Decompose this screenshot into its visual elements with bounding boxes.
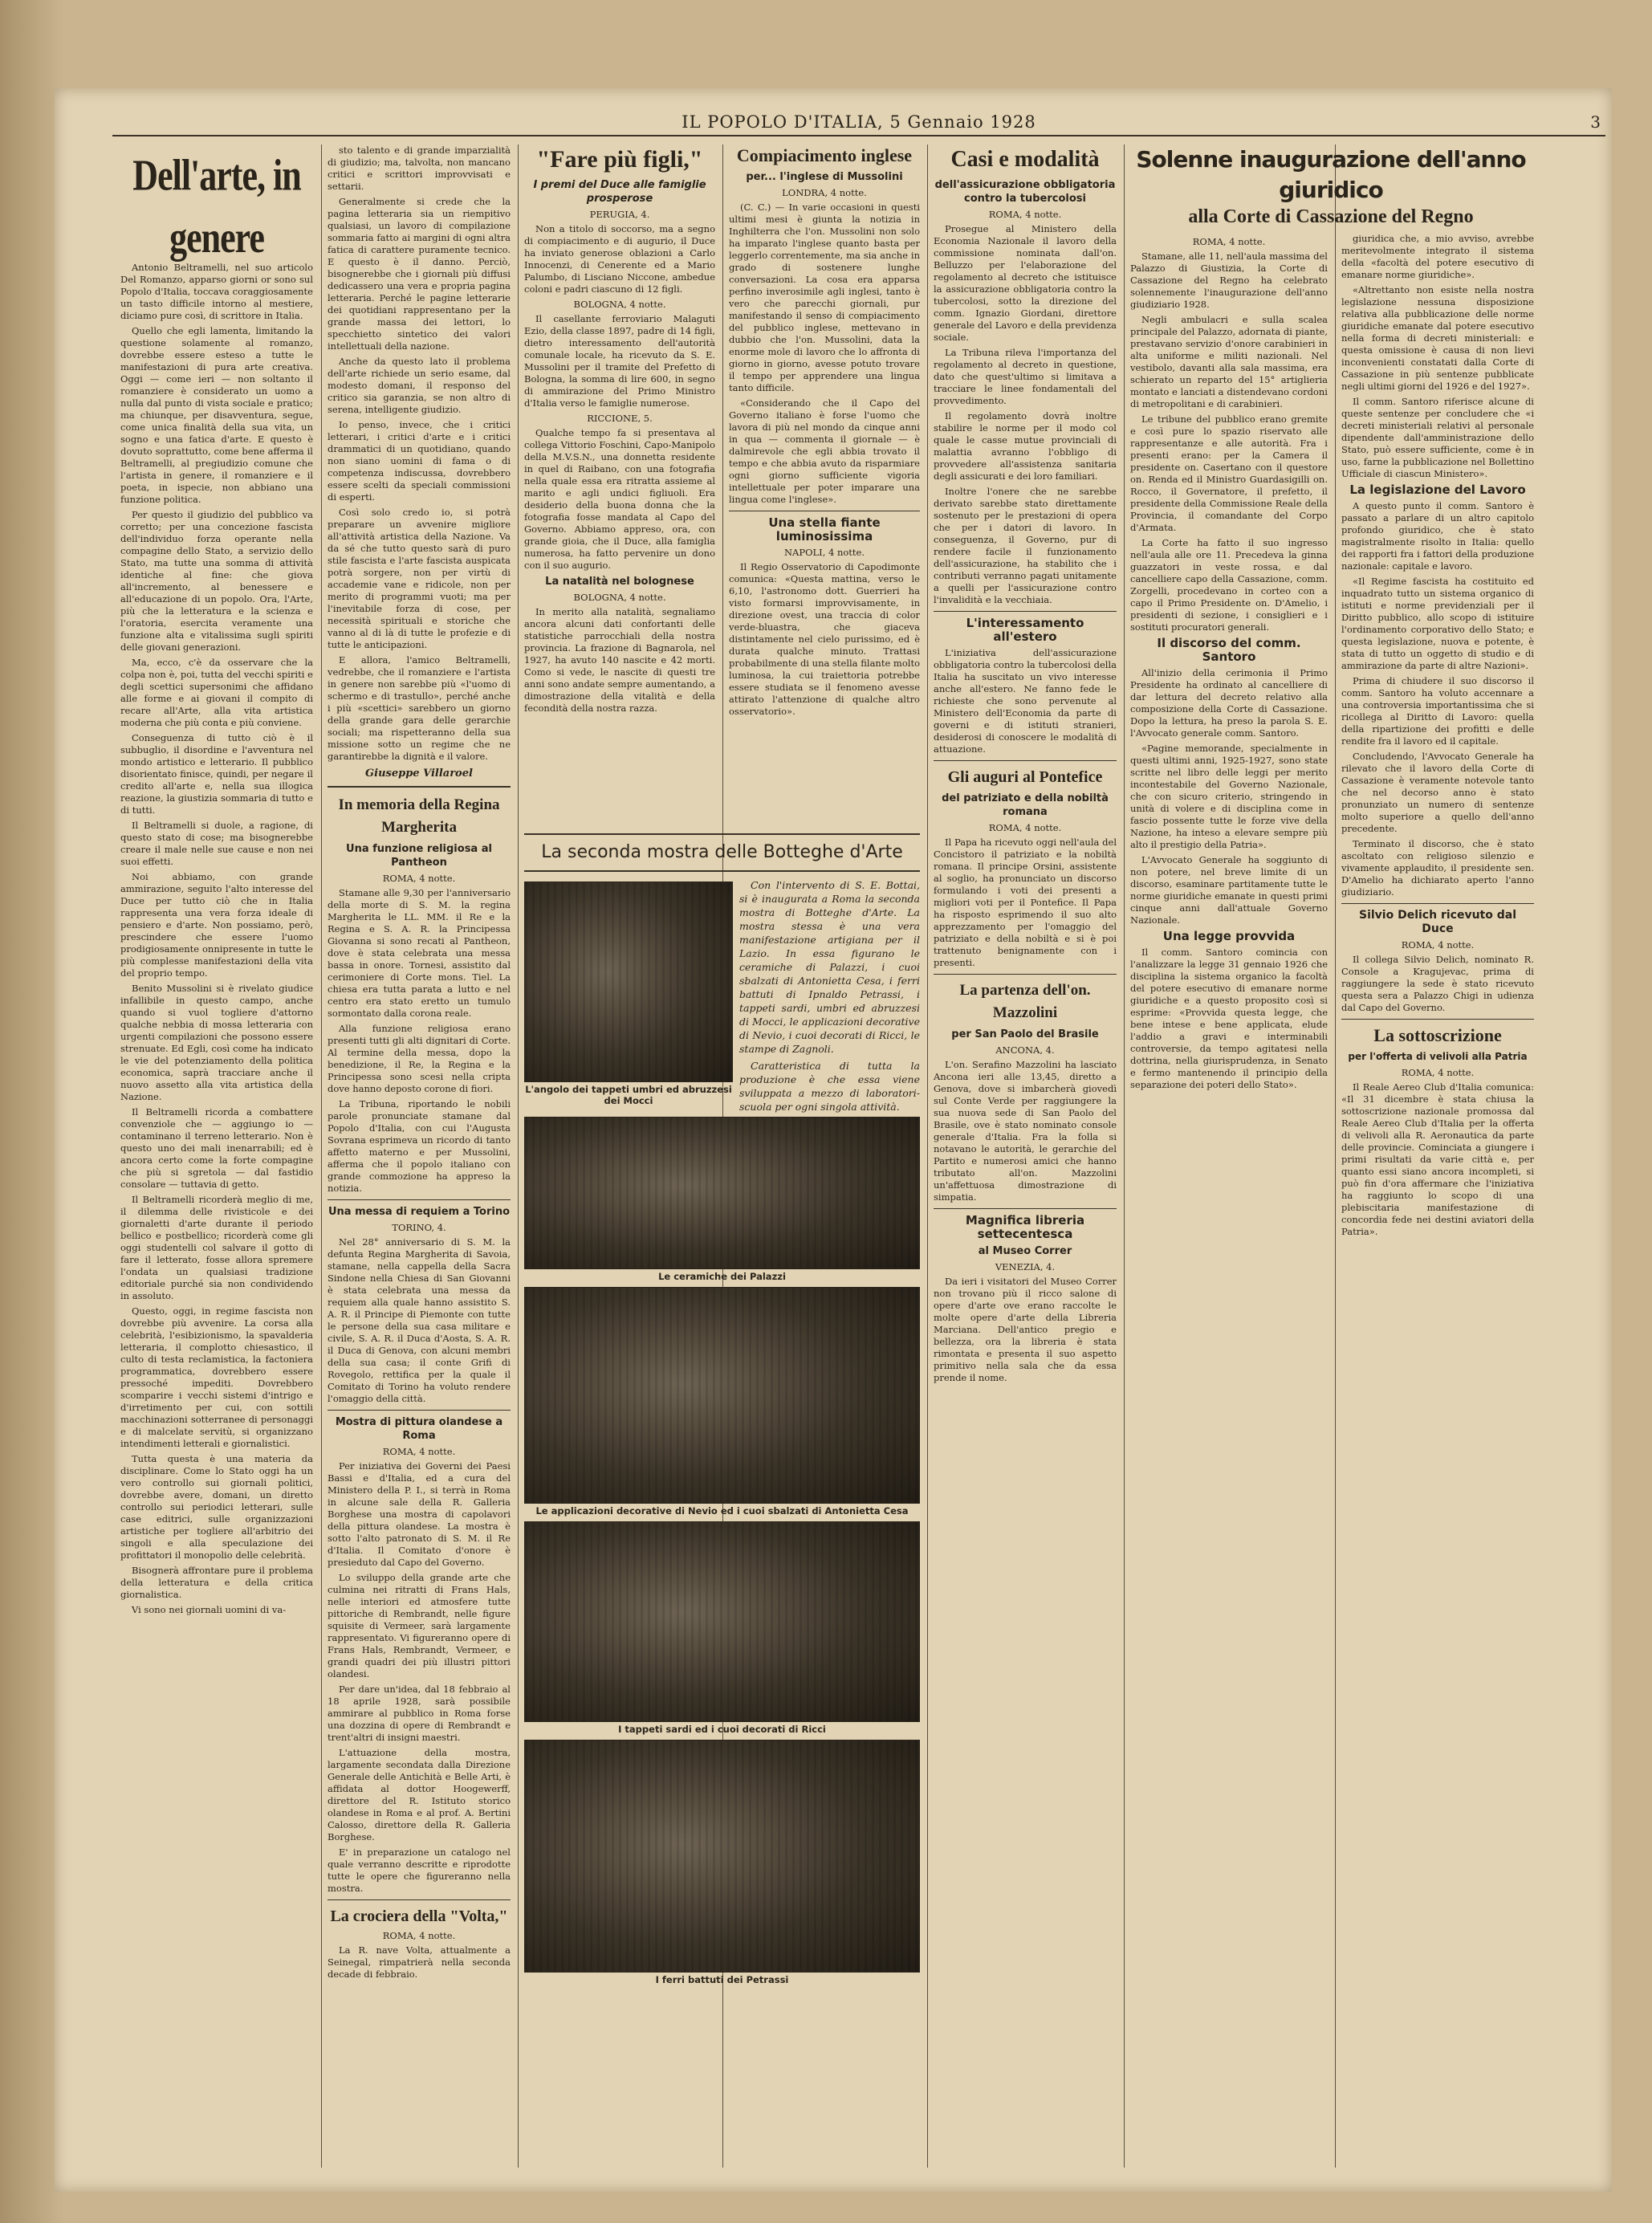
article-paragraph: Non a titolo di soccorso, ma a segno di compiacimento e di augurio, il Duce ha inviato generose oblazioni a Carlo Innocenzi, di Cenerente ed a Mario Palumbo, di Lisciano Niccone, ambedue coloni e padri ciascuno di 12 figli. <box>524 223 715 295</box>
article-paragraph: L'attuazione della mostra, largamente secondata dalla Direzione Generale delle Antichità e Belle Arti, è affidata al dottor Hoogewerff, direttore del R. Istituto storico olandese in Roma e al prof. A. Bertini Calosso, direttore della R. Galleria Borghese. <box>328 1747 511 1842</box>
article-paragraph: Vi sono nei giornali uomini di va- <box>132 1604 287 1615</box>
deck-olandese: Mostra di pittura olandese a Roma <box>335 1416 503 1442</box>
article-body <box>120 262 313 1616</box>
article-body <box>328 1460 511 1895</box>
deck-requiem: Una messa di requiem a Torino <box>328 1206 511 1218</box>
deck-legge-provvida: Una legge provvida <box>1162 929 1296 943</box>
article-paragraph: Quello che egli lamenta, limitando la questione solamente al romanzo, dovrebbe essere esteso a tutte le manifestazioni di pura arte creativa. Oggi — come ieri — non soltanto il romanziere è considerato un uomo a nulla dal punto di vista sociale e pratico; ma chiunque, per disavventura, segue, come unica finalità della sua vita, un sogno e una fatica d'arte. E questo è dovuto soprattutto, come bene afferma il Beltramelli, al pregiudizio comune che l'artista in genere, il romanziere e il poeta, in ispecie, non abbiano una funzione politica. <box>120 325 313 505</box>
deck-delich: Silvio Delich ricevuto dal Duce <box>1359 909 1516 935</box>
article-body <box>328 1236 511 1405</box>
column-compiacimento <box>729 145 920 811</box>
headline-dell-arte: Dell'arte, in genere <box>132 150 301 263</box>
article-body <box>1130 250 1328 633</box>
article-body <box>1341 500 1534 898</box>
article-paragraph: Nel 28° anniversario di S. M. la defunta Regina Margherita di Savoia, stamane, nella cappella della Sacra Sindone nella Chiesa di San Giovanni è stata celebrata una messa da requiem alla quale hanno assistito S. A. R. il Principe di Piemonte con tutte le persone della sua casa militare e civile, S. A. R. il Duca d'Aosta, S. A. R. il Duca di Genova, con alcuni membri della sua casa; il conte Grifi di Rovegolo, rettifica per la quale il Comitato di Torino ha voluto rendere l'omaggio della città. <box>328 1236 511 1404</box>
article-paragraph: (C. C.) — In varie occasioni in questi ultimi mesi è giunta la notizia in Inghilterra che l'on. Mussolini non solo ha imparato l'inglese quanto basta per leggerlo correntemente, ma sia anche in grado di sostenere lunghe conversazioni. La cosa era apparsa perfino inverosimile agli inglesi, tanto è vero che parecchi giornali, pur manifestando il senso di compiacimento del pubblico inglese, mettevano in dubbio che l'on. Mussolini, data la enorme mole di lavoro che lo affronta di giorno in giorno, avesse potuto trovare il tempo per apprendere una lingua tanto difficile. <box>729 202 920 393</box>
deck-correr: al Museo Correr <box>978 1245 1072 1257</box>
article-paragraph: Anche da questo lato il problema dell'arte richiede un serio esame, dal modesto domani, il responso del critico sia garanzia, se non altro di serena, intelligente giudizio. <box>328 356 511 415</box>
photo-ferri-battuti <box>524 1740 920 1973</box>
article-paragraph: Da ieri i visitatori del Museo Correr non trovano più il ricco salone di opere d'arte ove erano raccolte le molte opere d'arte della Libreria Marciana. Dell'antico pregio e bellezza, ora la libreria è stata rimontata e presenta il suo aspetto primitivo nella sala che da essa prende il nome. <box>934 1276 1117 1383</box>
article-paragraph: Così solo credo io, si potrà preparare un avvenire migliore all'attività artistica della Nazione. Va da sé che tutto questo sarà di puro stile fascista e l'arte fascista auspicata potrà sorgere, non per virtù di accademie vane e ridicole, non per merito di programmi vuoti; ma per l'inevitabile forza di cose, per necessità spirituali e storiche che vanno al di là di tutte le profezie e di tutte le anticipazioni. <box>328 507 511 650</box>
dateline: LONDRA, 4 notte. <box>782 187 867 198</box>
article-paragraph: Ma, ecco, c'è da osservare che la colpa non è, poi, tutta del vecchi spiriti e degli scettici supersonimi che affidano alle forme e ai giovani il compito di recare all'Arte, alla vita artistica moderna che più conta e più conviene. <box>120 657 313 728</box>
column-rule <box>518 145 519 2168</box>
article-paragraph: Prosegue al Ministero della Economia Nazionale il lavoro della commissione nominata dall'on. Belluzzo per l'elaborazione del regolamento al decreto che istituisce la assicurazione obbligatoria contro la tubercolosi, sotto la direzione del comm. Ignazio Giordani, direttore generale del Lavoro e della previdenza sociale. <box>934 223 1117 343</box>
headline-sottoscrizione: La sottoscrizione <box>1373 1025 1502 1045</box>
deck-inglese: per... l'inglese di Mussolini <box>746 171 903 183</box>
dateline: ROMA, 4 notte. <box>988 209 1062 220</box>
article-paragraph: Per dare un'idea, dal 18 febbraio al 18 aprile 1928, sarà possibile ammirare al pubblico in Roma forse una dozzina di opere di Rembrandt e trent'altri di insigni maestri. <box>328 1684 511 1743</box>
page-number: 3 <box>1590 112 1601 132</box>
article-body <box>328 1944 511 1981</box>
feature-botteghe-arte <box>524 827 920 2184</box>
page-header <box>112 112 1605 136</box>
dateline: ROMA, 4 notte. <box>1401 939 1475 951</box>
deck-santoro: Il discorso del comm. Santoro <box>1157 636 1301 664</box>
article-paragraph: Qualche tempo fa si presentava al collega Vittorio Foschini, Capo-Manipolo della M.V.S.N., una donnetta residente in quel di Raibano, con una fotografia nella quale essa era ritratta assieme al marito e agli undici figliuoli. Era desiderio della buona donna che la fotografia fosse mandata al Capo del Governo. Abbiamo appreso, ora, con grande gioia, che il Duce, alla famiglia numerosa, ha fatto pervenire un dono con il suo augurio. <box>524 427 715 571</box>
photo-caption: L'angolo dei tappeti umbri ed abruzzesi dei Mocci <box>525 1084 732 1106</box>
headline-auguri: Gli auguri al Pontefice <box>947 768 1103 786</box>
article-body <box>328 887 511 1195</box>
article-paragraph: La Corte ha fatto il suo ingresso nell'aula alle ore 11. Precedeva la ginna guazzatori in veste rossa, e dal cancelliere capo della Cassazione, comm. Zorgelli, procedevano in corteo con a capo il Primo Presidente on. D'Amelio, i presidenti di sezione, i consiglieri e i sostituti procuratori generali. <box>1130 537 1328 633</box>
headline-mazzolini: La partenza dell'on. Mazzolini <box>959 982 1091 1021</box>
article-paragraph: sto talento e di grande imparzialità di giudizio; ma, talvolta, non mancano critici e scrittori improvvisati e settarii. <box>328 145 511 192</box>
article-paragraph: Terminato il discorso, che è stato ascoltato con religioso silenzio e vivamente applaudito, il presidente sen. D'Amelio ha dichiarato aperto l'anno giudiziario. <box>1341 838 1534 898</box>
article-paragraph: Stamane alle 9,30 per l'anniversario della morte di S. M. la regina Margherita le LL. MM. il Re e la Regina e S. A. R. la Principessa Giovanna si sono recati al Pantheon, dove è stata celebrata una messa bassa in onore. Tornesi, assistito dal cerimoniere di Corte mons. Tiel. La chiesa era tutta parata a lutto e nel centro era stato eretto un tumulo sormontato dalla corona reale. <box>328 887 511 1019</box>
article-body <box>1341 233 1534 480</box>
headline-botteghe: La seconda mostra delle Botteghe d'Arte <box>541 842 903 862</box>
dateline: TORINO, 4. <box>392 1222 446 1233</box>
article-paragraph: Per questo il giudizio del pubblico va corretto; per una concezione fascista dell'individuo forza operante nella compagine dello Stato, a servizio dello Stato, ma tutte una somma di attività identiche al fine: che giova all'incremento, al benessere e all'educazione di un popolo. Ora, l'Arte, più che la letteratura e la scienza e l'oratoria, esercita veramente una funzione alta e vitalissima sugli spiriti delle giovani generazioni. <box>120 509 313 653</box>
article-paragraph: Il Beltramelli ricorda a combattere convenziole che — aggiungo io — contaminano il terreno letterario. Non è questo uno dei mali inenarrabili; ed è ancora certo come la forte compagine che più si sgretola — dal fastidio consolare — tuttavia di getto. <box>120 1106 313 1190</box>
column-villaroel <box>328 145 511 2176</box>
column-dell-arte <box>120 145 313 2176</box>
deck-tubercolosi: dell'assicurazione obbligatoria contro la tubercolosi <box>934 179 1116 205</box>
masthead-title: IL POPOLO D'ITALIA, 5 Gennaio 1928 <box>682 112 1036 132</box>
author-signature: Giuseppe Villaroel <box>365 767 473 780</box>
article-paragraph: Stamane, alle 11, nell'aula massima del Palazzo di Giustizia, la Corte di Cassazione del Regno ha celebrato solennemente l'inaugurazione dell'anno giudiziario 1928. <box>1130 250 1328 310</box>
deck-brasile: per San Paolo del Brasile <box>951 1028 1099 1040</box>
article-paragraph: Il Papa ha ricevuto oggi nell'aula del Concistoro il patriziato e la nobiltà romana. Il principe Orsini, assistente al soglio, ha pronunciato un discorso formulando i voti dei presenti a migliori voti per il Pontefice. Il Papa ha risposto esprimendo il suo alto apprezzamento per l'omaggio del patriziato e della nobiltà e si è poi trattenuto benignamente con i presenti. <box>934 837 1117 968</box>
article-paragraph: Per iniziativa dei Governi dei Paesi Bassi e d'Italia, ed a cura del Ministero della P. I., si terrà in Roma in alcune sale della R. Galleria Borghese una mostra di capolavori della pittura olandese. La mostra è sotto l'alto patronato di S. M. il Re d'Italia. Il Comitato d'onore è presieduto dal Capo del Governo. <box>328 1460 511 1568</box>
article-paragraph: Il Beltramelli ricorderà meglio di me, il dilemma delle rivisticole e dei giornaletti d'arte durante il periodo bellico e postbellico; ricorderà come gli oggi studentelli col salvare il gotto di fare il letterato, fosse allora spremere l'ondata un qualsiasi tradizione editoriale purché sia non condividendo in assoluto. <box>120 1194 313 1301</box>
article-paragraph: giuridica che, a mio avviso, avrebbe meritevolmente integrato il sistema della «facoltà del potere esecutivo di emanare norme giuridiche». <box>1341 233 1534 280</box>
article-paragraph: Generalmente si crede che la pagina letteraria sia un riempitivo qualsiasi, un lavoro di compilazione sommaria fatto ai margini di ogni altra fatica di carattere puramente tecnico. E questo è il danno. Perciò, bisognerebbe che i giornali più diffusi dedicassero una vera e propria pagina letteraria. Perché le pagine letterarie dei quotidiani rappresentano per la grande massa dei lettori, lo specchietto sintetico dei valori intellettuali della nazione. <box>328 196 511 352</box>
article-paragraph: In merito alla natalità, segnaliamo ancora alcuni dati confortanti delle statistiche parrocchiali della nostra provincia. La frazione di Bagnarola, nel 1927, ha avuto 140 nascite e 42 morti. Como si vede, le nascite di questi tre anni sono andate sempre aumentando, a dimostrazione della vitalità e della fecondità della nostra razza. <box>524 606 715 714</box>
dateline: PERUGIA, 4. <box>589 209 650 220</box>
article-paragraph: Il comm. Santoro comincia con l'analizzare la legge 31 gennaio 1926 che disciplina la sistema organico la facoltà del potere esecutivo di emanare norme giuridiche e a questo proposito così si esprime: «Provvida questa legge, che bene intese e bene applicata, elude l'addio a gravi e interminabili controversie, da tempo agitatesi nella dottrina, nella giurisprudenza, in Senato e fermo mantenendo il principio della separazione dei poteri dello Stato». <box>1130 947 1328 1090</box>
article-paragraph: La Tribuna rileva l'importanza del regolamento al decreto in questione, dato che quest'ultimo si limitava a tracciare le linee fondamentali del provvedimento. <box>934 347 1117 406</box>
article-paragraph: Antonio Beltramelli, nel suo articolo Del Romanzo, apparso giorni or sono sul Popolo d'Italia, toccava coraggiosamente un tasto difficile intorno al mestiere, diciamo pure così, di scrittore in Italia. <box>120 262 313 321</box>
deck-velivoli: per l'offerta di velivoli alla Patria <box>1348 1051 1528 1062</box>
article-body <box>328 145 511 763</box>
article-paragraph: L'on. Serafino Mazzolini ha lasciato Ancona ieri alle 13,45, diretto a Genova, dove si imbarcherà giovedì sul Conte Verde per raggiungere la sua nuova sede di San Paolo del Brasile, ove è stato nominato console generale d'Italia. Fra la folla si notavano le autorità, le gerarchie del Partito e numerosi amici che hanno tributato all'on. Mazzolini un'affettuosa dimostrazione di simpatia. <box>934 1059 1117 1203</box>
feature-lead-2: Caratteristica di tutta la produzione è che essa viene sviluppata a mezzo di laboratori-scuola per ogni singola attività. <box>739 1060 920 1113</box>
article-paragraph: Le tribune del pubblico erano gremite e così pure lo spazio riservato alle rappresentanze e alle autorità. Fra i presenti erano: per la Camera il presidente on. Casertano con il questore on. Renda ed il Ministro Guardasigilli on. Rocco, il Governatore, il prefetto, il presidente della Commissione Reale della Provincia, il comandante del Corpo d'Armata. <box>1130 413 1328 533</box>
article-paragraph: Inoltre l'onere che ne sarebbe derivato sarebbe stato direttamente sostenuto per le prestazioni di opera che per i datori di lavoro. In conseguenza, il Governo, pur di rendere facile il funzionamento dell'assicurazione, ha stabilito che i contributi verranno pagati unitamente a quelli per l'assicurazione contro l'invalidità e la vecchiaia. <box>934 486 1117 605</box>
photo-applicazioni <box>524 1287 920 1504</box>
article-paragraph: Concludendo, l'Avvocato Generale ha rilevato che il lavoro della Corte di Cassazione è veramente notevole tanto che nel decorso anno è stato pronunziato un numero di sentenze molto superiore a quello dell'anno precedente. <box>1341 751 1534 834</box>
dateline: ROMA, 4 notte. <box>1401 1067 1475 1078</box>
article-paragraph: «Pagine memorande, specialmente in questi ultimi anni, 1925-1927, sono state scritte nel libro delle leggi per merito incontestabile del Governo Nazionale, che con sicuro criterio, stringendo in unità di volere e di disciplina come in fascio possente tutte le forze vive della Nazione, ha inteso a elevare sempre più alto il prestigio della Patria». <box>1130 743 1328 850</box>
article-paragraph: Noi abbiamo, con grande ammirazione, seguito l'alto interesse del Duce per tutto ciò che in Italia rappresenta una vera forza ideale di pensiero e d'arte. Non possiamo, però, prescindere che essere l'uomo prodigiosamente onnipresente in tutte le più complesse manifestazioni della vita del proprio tempo. <box>120 871 313 979</box>
photo-tappeti-sardi <box>524 1521 920 1722</box>
article-paragraph: Tutta questa è una materia da disciplinare. Come lo Stato oggi ha un vero controllo sui giornali politici, dovrebbe avere, domani, un diretto controllo sui periodici letterari, sulle case editrici, sulle organizzazioni artistiche per togliere all'arbitrio dei singoli e alla speculazione dei profittatori il monopolio delle celebrità. <box>120 1453 313 1561</box>
photo-tappeti-mocci <box>524 881 733 1082</box>
deck-premi: I premi del Duce alle famiglie prosperose <box>533 179 706 205</box>
column-rule <box>321 145 322 2168</box>
dateline: BOLOGNA, 4 notte. <box>573 299 666 310</box>
deck-lavoro: La legislazione del Lavoro <box>1349 482 1526 497</box>
article-paragraph: L'iniziativa dell'assicurazione obbligatoria contro la tubercolosi della Italia ha suscitato un vivo interesse anche all'estero. Ne fanno fede le richieste che sono pervenute al Ministero dell'Economia da parte di governi e di istituti stranieri, desiderosi di conoscere le modalità di attuazione. <box>934 647 1117 755</box>
article-paragraph: La R. nave Volta, attualmente a Seinegal, rimpatrierà nella seconda decade di febbraio. <box>328 1944 511 1980</box>
article-body <box>729 202 920 506</box>
dateline: ROMA, 4 notte. <box>1192 236 1266 247</box>
photo-ceramiche <box>524 1117 920 1269</box>
column-casi-modalita <box>934 145 1117 2176</box>
article-paragraph: E allora, l'amico Beltramelli, vedrebbe, che il romanziere e l'artista in genere non sarebbe più «l'uomo di schermo e di trastullo», perché anche i più «scettici» sarebbero un giorno della grande gara delle gerarchie sociali; ma rispetteranno della sua missione sotto un regime che ne garantirebbe la dignità e il valore. <box>328 654 511 762</box>
dateline: ROMA, 4 notte. <box>382 1930 456 1941</box>
article-paragraph: Bisognerà affrontare pure il problema della letteratura e della critica giornalistica. <box>120 1565 313 1600</box>
article-body <box>524 209 715 572</box>
article-body <box>1130 667 1328 926</box>
dateline: ROMA, 4 notte. <box>382 1446 456 1457</box>
headline-compiacimento: Compiacimento inglese <box>736 145 913 165</box>
dateline: VENEZIA, 4. <box>995 1261 1056 1272</box>
article-paragraph: «Altrettanto non esiste nella nostra legislazione nessuna disposizione relativa alla pubblicazione delle norme giuridiche emanate dal potere esecutivo nella forma di decreti ministeriali: e questa omissione è causa di non lievi inconvenienti constatati dalla Corte di Cassazione in più sentenze pubblicate negli ultimi giorni del 1926 e del 1927». <box>1341 284 1534 392</box>
dateline: ROMA, 4 notte. <box>382 873 456 884</box>
photo-caption: Le applicazioni decorative di Nevio ed i cuoi sbalzati di Antonietta Cesa <box>535 1505 909 1517</box>
photo-caption: I ferri battuti dei Petrassi <box>655 1974 789 1985</box>
article-paragraph: Il regolamento dovrà inoltre stabilire le norme per il modo col quale le casse mutue provinciali di malattia avranno l'obbligo di provvedere all'assistenza sanitaria degli assicurati e dei loro familiari. <box>934 410 1117 482</box>
article-paragraph: Il Beltramelli si duole, a ragione, di questo stato di cose; ma bisognerebbe creare il male nelle sue cause e non nei suoi effetti. <box>120 820 313 867</box>
feature-lead: Con l'intervento di S. E. Bottai, si è inaugurata a Roma la seconda mostra di Botteghe d'Arte. La mostra stessa è una vera manifestazione artigiana per il Lazio. In essa figurano le ceramiche di Palazzi, i cuoi sbalzati di Antonietta Cesa, i ferri battuti di Ipnaldo Petrassi, i tappeti sardi, umbri ed abruzzesi di Mocci, le applicazioni decorative di Nevio, i cuoi decorati di Ricci, le stampe di Zagnoli. <box>739 879 920 1055</box>
dateline: RICCIONE, 5. <box>587 413 653 424</box>
column-rule <box>927 145 928 2168</box>
dateline: NAPOLI, 4 notte. <box>783 547 865 558</box>
column-fare-figli <box>524 145 715 811</box>
article-paragraph: Il Reale Aereo Club d'Italia comunica: «Il 31 dicembre è stata chiusa la sottoscrizione nazionale promossa dal Reale Aereo Club d'Italia per la offerta di velivoli alla R. Aeronautica da parte delle provincie. Cominciata a giungere i primi risultati da varie città e, per quanto essi siano ancora incompleti, si può fin d'ora affermare che l'iniziativa ha raggiunto lo scopo di una plebiscitaria manifestazione di concordia fede nei destini aviatori della Patria». <box>1341 1081 1534 1237</box>
article-paragraph: Il Regio Osservatorio di Capodimonte comunica: «Questa mattina, verso le 6,10, l'astronomo dott. Guerrieri ha visto formarsi improvvisamente, in direzione ovest, una traccia di color verde-bluastra, che giaceva distintamente nel cielo purissimo, ed è durata qualche minuto. Trattasi probabilmente di una stella filante molto luminosa, la cui traiettoria potrebbe essere studiata se il fenomeno avesse attirato l'attenzione di qualche altro osservatorio». <box>729 561 920 717</box>
deck-estero: L'interessamento all'estero <box>966 616 1084 644</box>
headline-casi: Casi e modalità <box>950 147 1100 172</box>
column-cassazione-cont <box>1341 233 1534 2176</box>
column-rule <box>1124 145 1125 2168</box>
article-body <box>934 223 1117 606</box>
deck-pantheon: Una funzione religiosa al Pantheon <box>346 843 492 869</box>
article-paragraph: Negli ambulacri e sulla scalea principale del Palazzo, adornata di piante, prestavano servizio d'onore carabinieri in alta uniforme e militi nazionali. Nel vestibolo, davanti alla sala massima, era schierato un reparto del 15° artiglieria montato e lanciati a distendevano cordoni di metropolitani e di carabinieri. <box>1130 314 1328 409</box>
column-rule <box>1335 145 1336 2168</box>
dateline: ROMA, 4 notte. <box>988 822 1062 833</box>
dateline: BOLOGNA, 4 notte. <box>573 592 666 603</box>
article-paragraph: L'Avvocato Generale ha soggiunto di non potere, nel breve limite di un discorso, esaminare partitamente tutte le norme giuridiche emanate in questi primi cinque anni dall'attuale Governo Nazionale. <box>1130 854 1328 926</box>
deck-libreria: Magnifica libreria settecentesca <box>965 1213 1085 1241</box>
deck-stella: Una stella fiante luminosissima <box>768 515 881 544</box>
article-paragraph: E' in preparazione un catalogo nel quale verranno descritte e riprodotte tutte le opere che figureranno nella mostra. <box>328 1846 511 1894</box>
article-paragraph: Il collega Silvio Delich, nominato R. Console a Kragujevac, prima di raggiungere la sede è stato ricevuto questa sera a Palazzo Chigi in udienza dal Capo del Governo. <box>1341 954 1534 1013</box>
headline-anno-giuridico: Solenne inaugurazione dell'anno giuridico <box>1136 146 1526 203</box>
article-paragraph: La Tribuna, riportando le nobili parole pronunciate stamane dal Popolo d'Italia, con cui l'Augusta Sovrana esprimeva un ricordo di tanto affetto materno e per Mussolini, afferma che il popolo italiano con grande commozione ha appreso la notizia. <box>328 1098 511 1194</box>
deck-natalita: La natalità nel bolognese <box>545 576 694 588</box>
article-paragraph: All'inizio della cerimonia il Primo Presidente ha ordinato al cancelliere di dar lettura del decreto relativo alla composizione della Corte di Cassazione. Dopo la lettura, ha preso la parola S. E. l'Avvocato generale comm. Santoro. <box>1130 667 1328 739</box>
headline-volta: La crociera della "Volta," <box>330 1907 508 1925</box>
article-paragraph: Il casellante ferroviario Malaguti Ezio, della classe 1897, padre di 14 figli, dietro interessamento dell'autorità comunale locale, ha ricevuto da S. E. Mussolini per il tramite del Prefetto di Bologna, la somma di lire 600, in segno di ammirazione del Primo Ministro d'Italia verso le famiglie numerose. <box>524 313 715 409</box>
article-paragraph: Il comm. Santoro riferisce alcune di queste sentenze per concludere che «i decreti ministeriali relativi al personale dipendente dall'amministrazione dello Stato, può essere sufficiente, come è in uso, farne la pubblicazione nel Bollettino Ufficiale di ciascun Ministero». <box>1341 396 1534 479</box>
article-paragraph: Io penso, invece, che i critici letterari, i critici d'arte e i critici drammatici di un quotidiano, quando non siano uomini di fama o di competenza indiscussa, dovrebbero essere scelti da speciali commissioni di esperti. <box>328 419 511 503</box>
article-paragraph: «Considerando che il Capo del Governo italiano è forse l'uomo che lavora di più nel mondo da cinque anni in qua — commenta il giornale — è dalmirevole che egli abbia trovato il tempo e che abbia avuto da risparmiare ogni giorno sufficiente vigoria intellettuale per poter imparare una lingua come l'inglese». <box>729 397 920 505</box>
article-paragraph: Prima di chiudere il suo discorso il comm. Santoro ha voluto accennare a una controversia importantissima che si ricollega al Diritto di Lavoro: quella della ripartizione dei profitti e delle rendite fra il lavoro ed il capitale. <box>1341 675 1534 747</box>
headline-fare-figli: "Fare più figli," <box>536 146 703 173</box>
article-paragraph: Conseguenza di tutto ciò è il subbuglio, il disordine e l'avventura nel mondo artistico e letterario. Il pubblico disorientato finisce, quindi, per negare il credito all'arte e, nella sua illogica reazione, la giustizia sommaria di tutto e di tutti. <box>120 732 313 816</box>
article-paragraph: Questo, oggi, in regime fascista non dovrebbe più avvenire. La corsa alla celebrità, l'esibizionismo, la spavalderia letteraria, il complotto chiesastico, il culto di testa reclamistica, la factoniera programmatica, dovrebbero essere pressoché impediti. Dovrebbero scomparire i vecchi sistemi d'intrigo e d'irretimento per cui, con sottili macchinazioni sotterranee di personaggi e di malcelate servitù, si organizzano intendimenti letterali e giornalistici. <box>120 1305 313 1449</box>
article-paragraph: «Il Regime fascista ha costituito ed inquadrato tutto un sistema organico di istituti e norme previdenziali per il Diritto pubblico, allo scopo di istituire l'ordinamento corporativo dello Stato; e questa legislazione, nuova e potente, è stata di tutto un oggetto di studio e di ammirazione da parte di altre Nazioni». <box>1341 576 1534 671</box>
article-paragraph: Alla funzione religiosa erano presenti tutti gli alti dignitari di Corte. Al termine della messa, dopo la benedizione, il Re, la Regina e la Principessa sono scesi nella cripta dove hanno deposto corone di fiori. <box>328 1023 511 1094</box>
subheadline-cassazione: alla Corte di Cassazione del Regno <box>1188 206 1474 227</box>
dateline: ANCONA, 4. <box>995 1044 1055 1056</box>
article-paragraph: Benito Mussolini si è rivelato giudice infallibile in questo campo, anche quando si vuol togliere d'attorno qualche nebbia di mossa letteraria con urgenti compilazioni che possono essere strenuate. Ed Egli, così come ha indicato le vie del potenziamento della politica economica, saprà tracciare anche il nuovo assetto alla vita artistica della Nazione. <box>120 983 313 1102</box>
deck-patriziato: del patriziato e della nobiltà romana <box>942 792 1109 818</box>
headline-margherita: In memoria della Regina Margherita <box>338 796 500 836</box>
photo-caption: I tappeti sardi ed i cuoi decorati di Ricci <box>618 1724 826 1735</box>
photo-caption: Le ceramiche dei Palazzi <box>658 1271 786 1282</box>
article-paragraph: A questo punto il comm. Santoro è passato a parlare di un altro capitolo profondo giuridico, che è stato magistralmente risolto in Italia: quello dei rapporti fra i fattori della produzione nazionale: capitale e lavoro. <box>1341 500 1534 572</box>
article-paragraph: Lo sviluppo della grande arte che culmina nei ritratti di Frans Hals, nelle interiori ed atmosfere tutte pittoriche di Rembrandt, nelle figure squisite di Vermeer, sarà largamente rappresentato. Vi figureranno opere di Frans Hals, Rembrandt, Vermeer, e grandi quadri dei più illustri pittori olandesi. <box>328 1572 511 1679</box>
